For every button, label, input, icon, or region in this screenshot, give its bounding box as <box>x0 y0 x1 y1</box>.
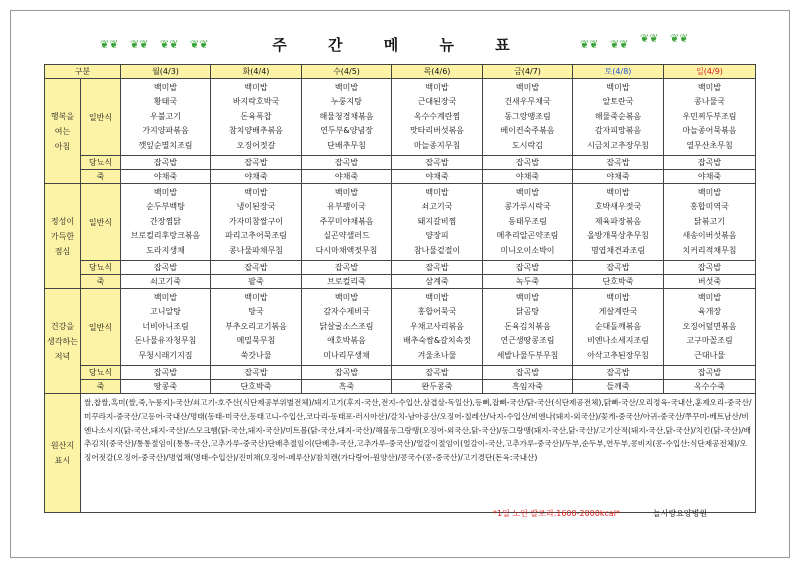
menu-item: 백미밥 <box>425 187 449 197</box>
menu-item: 맛타리버섯볶음 <box>409 126 465 136</box>
menu-item: 백미밥 <box>606 187 630 197</box>
diabetic-cell: 잡곡밥 <box>483 366 573 380</box>
menu-item: 배추숙쌈&갈치속젓 <box>402 336 472 346</box>
menu-item: 백미밥 <box>334 187 359 197</box>
menu-item: 세발나물두부무침 <box>496 350 559 360</box>
diabetic-cell: 잡곡밥 <box>302 261 392 275</box>
porridge-cell: 녹두죽 <box>483 275 573 289</box>
dinner-label <box>45 289 81 394</box>
menu-item: 백미밥 <box>153 292 178 302</box>
diet-type-general: 일반식 <box>81 289 121 366</box>
menu-cell <box>483 79 573 156</box>
diabetic-cell: 잡곡밥 <box>664 261 756 275</box>
sprout-icon: ❦❦ <box>160 38 179 51</box>
porridge-cell: 야채죽 <box>121 170 211 184</box>
menu-item: 홍합미역국 <box>690 202 729 212</box>
menu-item: 백미밥 <box>153 82 178 92</box>
menu-item: 백미밥 <box>697 292 722 302</box>
origin-label-line: 원산지 <box>50 441 75 450</box>
menu-cell <box>302 184 392 261</box>
menu-item: 우민찌두부조림 <box>682 111 737 121</box>
menu-item: 냉이된장국 <box>236 202 276 212</box>
menu-cell <box>211 79 302 156</box>
menu-item: 열무산초무침 <box>686 140 733 150</box>
diabetic-cell: 잡곡밥 <box>483 261 573 275</box>
menu-cell <box>664 289 756 366</box>
sprout-icon: ❦❦ <box>640 32 659 45</box>
meal-label-line: 가득한 <box>50 231 75 241</box>
menu-item: 백미밥 <box>697 82 722 92</box>
menu-item: 참나물겉절이 <box>413 245 461 255</box>
menu-item: 닭살굴소스조림 <box>319 321 374 331</box>
origin-label-line: 표시 <box>54 456 71 465</box>
day-header-thu: 목(4/6) <box>392 65 483 79</box>
menu-item: 우채고사리볶음 <box>409 321 465 331</box>
menu-cell <box>392 184 483 261</box>
menu-item: 옥수수계란찜 <box>413 111 461 121</box>
lunch-diabetic-row <box>45 261 756 275</box>
menu-item: 돈육김치볶음 <box>504 321 551 331</box>
diabetic-cell: 잡곡밥 <box>573 261 664 275</box>
page-title: 주 간 메 뉴 표 <box>272 36 528 54</box>
menu-item: 쇠고기국 <box>421 202 453 212</box>
breakfast-label <box>45 79 81 184</box>
menu-item: 콩나물파채무침 <box>228 245 284 255</box>
sprout-icon: ❦❦ <box>130 38 149 51</box>
menu-item: 부추오리고기볶음 <box>225 321 287 331</box>
menu-item: 백미밥 <box>244 292 268 302</box>
menu-item: 마늘종지무침 <box>413 140 461 150</box>
menu-item: 유부팽이국 <box>327 202 366 212</box>
porridge-cell: 땅콩죽 <box>121 380 211 394</box>
diet-type-general: 일반식 <box>81 79 121 156</box>
meal-label-line: 아침 <box>54 141 71 151</box>
meal-label-line: 정성이 <box>50 216 75 226</box>
diabetic-cell: 잡곡밥 <box>211 156 302 170</box>
meal-label-line: 생각하는 <box>47 336 78 346</box>
menu-item: 너비아니조림 <box>142 321 189 331</box>
breakfast-main-row <box>45 79 756 156</box>
menu-item: 해물죽순볶음 <box>594 111 642 121</box>
menu-cell <box>121 289 211 366</box>
dinner-diabetic-row <box>45 366 756 380</box>
menu-item: 도라지생채 <box>146 245 185 255</box>
diabetic-cell: 잡곡밥 <box>302 366 392 380</box>
menu-cell <box>211 289 302 366</box>
menu-item: 황태국 <box>153 97 178 107</box>
weekly-menu-table <box>44 64 756 513</box>
menu-item: 백미밥 <box>244 82 268 92</box>
porridge-cell: 흑죽 <box>302 380 392 394</box>
menu-item: 순두부백탕 <box>146 202 185 212</box>
menu-item: 가자미참쌀구이 <box>228 216 284 226</box>
menu-item: 비엔나소세지조림 <box>587 336 649 346</box>
menu-cell <box>573 79 664 156</box>
menu-item: 백미밥 <box>334 292 359 302</box>
diet-type-porridge: 죽 <box>81 170 121 184</box>
diet-type-porridge: 죽 <box>81 380 121 394</box>
lunch-porridge-row <box>45 275 756 289</box>
menu-item: 주꾸미야채볶음 <box>319 216 374 226</box>
breakfast-diabetic-row <box>45 156 756 170</box>
porridge-cell: 단호박죽 <box>211 380 302 394</box>
diabetic-cell: 잡곡밥 <box>392 261 483 275</box>
menu-item: 백미밥 <box>153 187 178 197</box>
menu-item: 백미밥 <box>515 292 540 302</box>
diabetic-cell: 잡곡밥 <box>573 366 664 380</box>
porridge-cell: 야채죽 <box>302 170 392 184</box>
menu-item: 쑥갓나물 <box>240 350 272 360</box>
menu-item: 닭볶고기 <box>694 216 725 226</box>
menu-item: 누룽지탕 <box>331 97 362 107</box>
menu-item: 애호박볶음 <box>327 336 366 346</box>
day-header-fri: 금(4/7) <box>483 65 573 79</box>
diabetic-cell: 잡곡밥 <box>211 261 302 275</box>
diet-type-general: 일반식 <box>81 184 121 261</box>
menu-item: 탕국 <box>248 307 264 317</box>
menu-item: 가지양파볶음 <box>142 126 189 136</box>
menu-item: 홍합어묵국 <box>417 307 457 317</box>
menu-item: 명엽채견과조림 <box>590 245 646 255</box>
origin-text-content: 쌀,찹쌀,흑미(쌀,죽,누룽지)-국산/쇠고기-호주산(식단제공부위별전체)/돼지고기(후지-국산,전지-수입산,삼겹살-독일산),등뼈,잡뼈-국산/닭-국산(식단제공전체),닭뼈-국산/오리정육-국내산,훈제오리-중국산/미꾸라지-중국산/고등어-국내산/명태(동태-미국산,동태고니-수입산,코다리-동태포-러시아산)/갈치-남아공산/오징어-칠레산/낙지-수입산/비엔나(돼지-외국산)/꽃게-중국산/아귀-중국산/쭈꾸미-베트남산/비엔나소시지(닭-국산,돼지-국산)/스모크햄(닭-국산,돼지-국산)/미트볼(닭-국산,돼지-국산)/해물동그랑땡(오징어-외국산,닭-국산)/동그랑땡(돼지-국산,닭-국산)/고기산적(돼지-국산,닭-국산)/치킨(닭-국산)/배추김치(중국산)/통통절임이(통통-국산,고추가루-중국산)단배추절임이(단배추-국산,고추가루-중국산)/얼갈이절임이(얼갈이-국산,고추가루-중국산)/두부,순두부,연두부,콩비지(콩-수입산:식단제공전체)/오징어젓갈(오징어-중국산)/명엽채(명태-수입산)/진미채(오징어-페루산)/참치캔(가다랑어-원양산)/콩국수(콩-중국산)/고기경단(돈육:국내산) <box>84 398 752 463</box>
sprout-icon: ❦❦ <box>190 38 209 51</box>
menu-item: 게살계란국 <box>598 307 638 317</box>
header-row <box>45 65 756 79</box>
menu-item: 새송이버섯볶음 <box>682 231 737 241</box>
menu-cell <box>664 184 756 261</box>
meal-label-line: 점심 <box>54 246 71 256</box>
menu-cell <box>664 79 756 156</box>
menu-item: 제육파장볶음 <box>594 216 642 226</box>
sprout-icon: ❦❦ <box>670 32 689 45</box>
meal-label-line: 행복을 <box>50 111 75 121</box>
menu-item: 감자피망볶음 <box>594 126 642 136</box>
menu-item: 백미밥 <box>515 187 540 197</box>
diet-type-diabetic: 당뇨식 <box>81 366 121 380</box>
day-header-sat: 토(4/8) <box>573 65 664 79</box>
menu-item: 콩가루시락국 <box>504 202 551 212</box>
hospital-name: 늘사랑요양병원 <box>653 509 708 518</box>
category-header: 구분 <box>45 65 121 79</box>
menu-item: 돼지갈비찜 <box>417 216 457 226</box>
menu-item: 베이컨숙주볶음 <box>500 126 555 136</box>
menu-item: 무청시래기지짐 <box>138 350 193 360</box>
porridge-cell: 야채죽 <box>483 170 573 184</box>
menu-item: 고니알탕 <box>150 307 181 317</box>
diabetic-cell: 잡곡밥 <box>211 366 302 380</box>
porridge-cell: 야채죽 <box>211 170 302 184</box>
menu-cell <box>573 184 664 261</box>
menu-item: 연근생땅콩조림 <box>500 336 555 346</box>
menu-item: 콩나물국 <box>694 97 725 107</box>
menu-item: 간장찜닭 <box>150 216 181 226</box>
porridge-cell: 팥죽 <box>211 275 302 289</box>
menu-item: 동그랑땡조림 <box>504 111 551 121</box>
menu-item: 호박새우젓국 <box>594 202 642 212</box>
porridge-cell: 브로컬리죽 <box>302 275 392 289</box>
menu-item: 미니오이소박이 <box>500 245 555 255</box>
porridge-cell: 들깨죽 <box>573 380 664 394</box>
porridge-cell: 쇠고기죽 <box>121 275 211 289</box>
porridge-cell: 흑임자죽 <box>483 380 573 394</box>
menu-item: 백미밥 <box>425 82 449 92</box>
menu-cell <box>392 79 483 156</box>
sprout-icon: ❦❦ <box>100 38 119 51</box>
diabetic-cell: 잡곡밥 <box>302 156 392 170</box>
menu-item: 바지락호박국 <box>232 97 280 107</box>
menu-item: 파리고추어묵조림 <box>225 231 287 241</box>
menu-cell <box>483 289 573 366</box>
diabetic-cell: 잡곡밥 <box>121 366 211 380</box>
porridge-cell: 완두콩죽 <box>392 380 483 394</box>
menu-item: 메밀묵무침 <box>236 336 276 346</box>
menu-cell <box>121 79 211 156</box>
menu-cell <box>483 184 573 261</box>
meal-label-line: 여는 <box>54 126 71 136</box>
menu-cell <box>302 79 392 156</box>
menu-cell <box>392 289 483 366</box>
diabetic-cell: 잡곡밥 <box>483 156 573 170</box>
menu-item: 깻잎순멸치조림 <box>138 140 193 150</box>
menu-item: 육개장 <box>697 307 722 317</box>
menu-item: 도시락김 <box>512 140 543 150</box>
menu-item: 오징어덮면볶음 <box>682 321 737 331</box>
origin-text <box>81 394 756 513</box>
menu-item: 감자수제비국 <box>323 307 370 317</box>
day-header-tue: 화(4/4) <box>211 65 302 79</box>
sprout-icon: ❦❦ <box>580 38 599 51</box>
diabetic-cell: 잡곡밥 <box>121 261 211 275</box>
origin-label <box>45 394 81 513</box>
menu-item: 미나리무생채 <box>323 350 370 360</box>
menu-item: 알토란국 <box>602 97 634 107</box>
lunch-main-row <box>45 184 756 261</box>
menu-item: 겨울초나물 <box>417 350 457 360</box>
menu-item: 근대나물 <box>694 350 725 360</box>
porridge-cell: 야채죽 <box>573 170 664 184</box>
diet-type-diabetic: 당뇨식 <box>81 156 121 170</box>
menu-item: 연두부&양념장 <box>320 126 373 136</box>
porridge-cell: 단호박죽 <box>573 275 664 289</box>
porridge-cell: 야채죽 <box>664 170 756 184</box>
sprout-icon: ❦❦ <box>610 38 629 51</box>
menu-cell <box>211 184 302 261</box>
menu-cell <box>121 184 211 261</box>
day-header-mon: 월(4/3) <box>121 65 211 79</box>
porridge-cell: 버섯죽 <box>664 275 756 289</box>
menu-item: 백미밥 <box>515 82 540 92</box>
lunch-label <box>45 184 81 289</box>
menu-item: 아삭고추된장무침 <box>587 350 649 360</box>
menu-item: 백미밥 <box>606 82 630 92</box>
diet-type-diabetic: 당뇨식 <box>81 261 121 275</box>
menu-item: 건새우무채국 <box>504 97 551 107</box>
meal-label-line: 건강을 <box>50 321 75 331</box>
menu-item: 돈나물유자청무침 <box>134 336 197 346</box>
menu-item: 우불고기 <box>150 111 181 121</box>
origin-row <box>45 394 756 513</box>
diet-type-porridge: 죽 <box>81 275 121 289</box>
menu-item: 백미밥 <box>244 187 268 197</box>
dinner-main-row <box>45 289 756 366</box>
menu-item: 양장피 <box>425 231 449 241</box>
menu-cell <box>302 289 392 366</box>
menu-cell <box>573 289 664 366</box>
menu-item: 돈육폭찹 <box>240 111 272 121</box>
diabetic-cell: 잡곡밥 <box>664 366 756 380</box>
diabetic-cell: 잡곡밥 <box>392 366 483 380</box>
calorie-footnote: *1일 노인 칼로리:1600-2000kcal* <box>493 509 621 518</box>
meal-label-line: 저녁 <box>54 351 71 361</box>
menu-item: 백미밥 <box>425 292 449 302</box>
menu-item: 올방개묵상추무침 <box>587 231 649 241</box>
porridge-cell: 야채죽 <box>392 170 483 184</box>
menu-item: 다시마채액젓무침 <box>315 245 378 255</box>
menu-item: 동태무조림 <box>508 216 547 226</box>
day-header-sun: 일(4/9) <box>664 65 756 79</box>
menu-item: 백미밥 <box>697 187 722 197</box>
menu-item: 마늘종어묵볶음 <box>682 126 737 136</box>
menu-item: 해물청경채볶음 <box>319 111 374 121</box>
diabetic-cell: 잡곡밥 <box>664 156 756 170</box>
day-header-wed: 수(4/5) <box>302 65 392 79</box>
diabetic-cell: 잡곡밥 <box>573 156 664 170</box>
menu-item: 단배추무침 <box>327 140 366 150</box>
menu-item: 브로컬리후랑크볶음 <box>130 231 201 241</box>
menu-item: 백미밥 <box>606 292 630 302</box>
dinner-porridge-row <box>45 380 756 394</box>
menu-item: 순대돌깨볶음 <box>594 321 642 331</box>
diabetic-cell: 잡곡밥 <box>121 156 211 170</box>
menu-item: 닭곰탕 <box>515 307 540 317</box>
menu-item: 오징어젓갈 <box>236 140 276 150</box>
diabetic-cell: 잡곡밥 <box>392 156 483 170</box>
menu-item: 참치양배추볶음 <box>228 126 284 136</box>
menu-item: 시금치고추장무침 <box>587 140 649 150</box>
menu-item: 근대된장국 <box>417 97 457 107</box>
menu-item: 고구마꼴조림 <box>686 336 733 346</box>
menu-item: 실곤약샐러드 <box>323 231 370 241</box>
porridge-cell: 삼계죽 <box>392 275 483 289</box>
breakfast-porridge-row <box>45 170 756 184</box>
porridge-cell: 옥수수죽 <box>664 380 756 394</box>
menu-item: 백미밥 <box>334 82 359 92</box>
menu-item: 치커리적채무침 <box>682 245 737 255</box>
menu-item: 메추리알곤약조림 <box>496 231 559 241</box>
